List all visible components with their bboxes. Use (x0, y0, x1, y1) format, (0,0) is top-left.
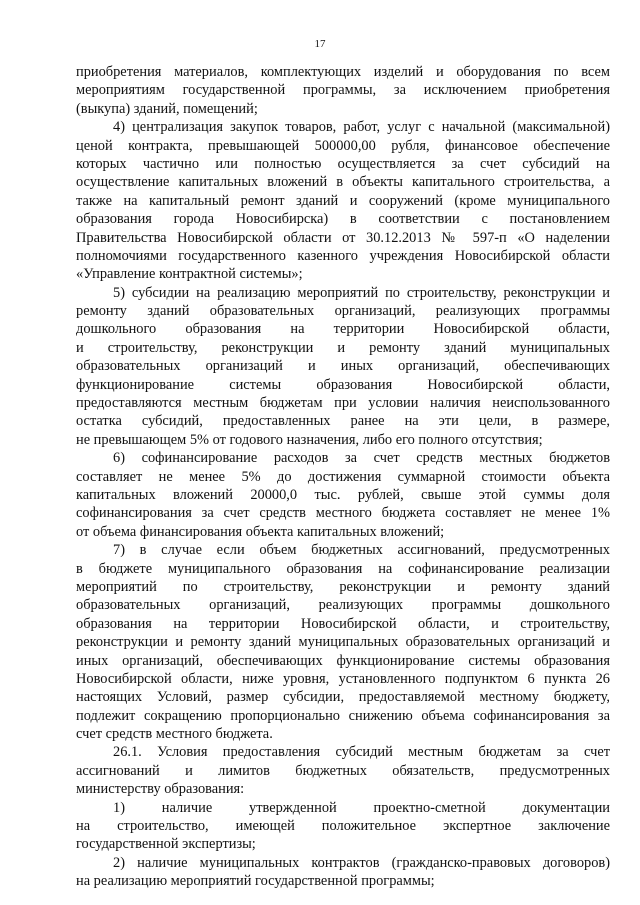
text-line: (выкупа) зданий, помещений; (76, 100, 258, 117)
text-line: на строительство, имеющей положительное экспертное заключение (76, 818, 610, 835)
text-line: которых частично или полностью осуществляется за счет субсидий на (76, 155, 610, 172)
text-line: полномочиями государственного казенного учреждения Новосибирской области (76, 247, 610, 264)
text-line: остатка субсидий, предоставленных ранее на эти цели, в размере, (76, 413, 610, 430)
text-line: образовательных организаций и иных организаций, обеспечивающих (76, 358, 610, 375)
text-line: министерству образования: (76, 781, 245, 798)
text-line: дошкольного образования на территории Новосибирской области, (76, 321, 610, 338)
paragraph (76, 541, 610, 743)
text-line: Правительства Новосибирской области от 30.12.2013 № 597-п «О наделении (76, 229, 610, 246)
text-line: 2) наличие муниципальных контрактов (гражданско-правовых договоров) (113, 854, 610, 871)
text-line: Новосибирской области, ниже уровня, установленного подпунктом 6 пункта 26 (76, 670, 610, 687)
text-line: предоставляются местным бюджетам при условии наличия неиспользованного (76, 395, 610, 412)
text-line: 4) централизация закупок товаров, работ, услуг с начальной (максимальной) (113, 119, 610, 136)
paragraph (76, 449, 610, 541)
text-line: 5) субсидии на реализацию мероприятий по строительству, реконструкции и (113, 284, 610, 301)
text-line: от объема финансирования объекта капитальных вложений; (76, 523, 445, 540)
text-line: мероприятиям государственной программы, за исключением приобретения (76, 82, 610, 99)
text-line: 6) софинансирование расходов за счет средств местных бюджетов (113, 450, 610, 467)
paragraph (76, 799, 610, 854)
text-line: 7) в случае если объем бюджетных ассигнований, предусмотренных (113, 542, 610, 559)
paragraph (76, 63, 610, 118)
text-line: образования города Новосибирска) в соответствии с постановлением (76, 211, 610, 228)
text-line: образования на территории Новосибирской области, и строительству, (76, 615, 610, 632)
text-line: государственной экспертизы; (76, 836, 256, 853)
text-line: также на капитальный ремонт зданий и сооружений (кроме муниципального (76, 192, 610, 209)
text-line: 26.1. Условия предоставления субсидий местным бюджетам за счет (113, 744, 610, 761)
text-line: и строительству, реконструкции и ремонту зданий муниципальных (76, 339, 610, 356)
text-line: функционирование системы образования Новосибирской области, (76, 376, 610, 393)
paragraph (76, 118, 610, 284)
text-line: подлежит сокращению пропорционально снижению объема софинансирования за (76, 707, 610, 724)
text-line: 1) наличие утвержденной проектно-сметной документации (113, 799, 610, 816)
text-line: осуществление капитальных вложений в объекты капитального строительства, а (76, 174, 610, 191)
text-line: счет средств местного бюджета. (76, 726, 273, 743)
paragraph (76, 854, 610, 891)
text-line: приобретения материалов, комплектующих изделий и оборудования по всем (76, 64, 610, 80)
text-line: не превышающем 5% от годового назначения, либо его полного отсутствия; (76, 431, 543, 448)
text-line: ассигнований и лимитов бюджетных обязательств, предусмотренных (76, 762, 610, 779)
text-line: иных организаций, обеспечивающих функционирование системы образования (76, 652, 610, 669)
text-line: капитальных вложений 20000,0 тыс. рублей, свыше этой суммы доля (76, 486, 610, 503)
document-body (76, 63, 610, 891)
text-line: ценой контракта, превышающей 500000,00 рубля, финансовое обеспечение (76, 137, 610, 154)
text-line: мероприятий по строительству, реконструкции и ремонту зданий (76, 578, 610, 595)
text-line: софинансирования за счет средств местного бюджета составляет не менее 1% (76, 505, 610, 522)
text-line: составляет не менее 5% до достижения суммарной стоимости объекта (76, 468, 610, 485)
text-line: «Управление контрактной системы»; (76, 266, 303, 283)
paragraph (76, 743, 610, 798)
text-line: настоящих Условий, размер субсидии, предоставляемой местному бюджету, (76, 689, 610, 706)
page-number: 17 (314, 38, 326, 50)
text-line: в бюджете муниципального образования на софинансирование реализации (76, 560, 610, 577)
text-line: ремонту зданий образовательных организаций, реализующих программы (76, 303, 610, 320)
text-line: реконструкции и ремонту зданий муниципальных образовательных организаций и (76, 634, 610, 651)
text-line: образовательных организаций, реализующих программы дошкольного (76, 597, 610, 614)
paragraph (76, 284, 610, 450)
text-line: на реализацию мероприятий государственной программы; (76, 873, 435, 890)
